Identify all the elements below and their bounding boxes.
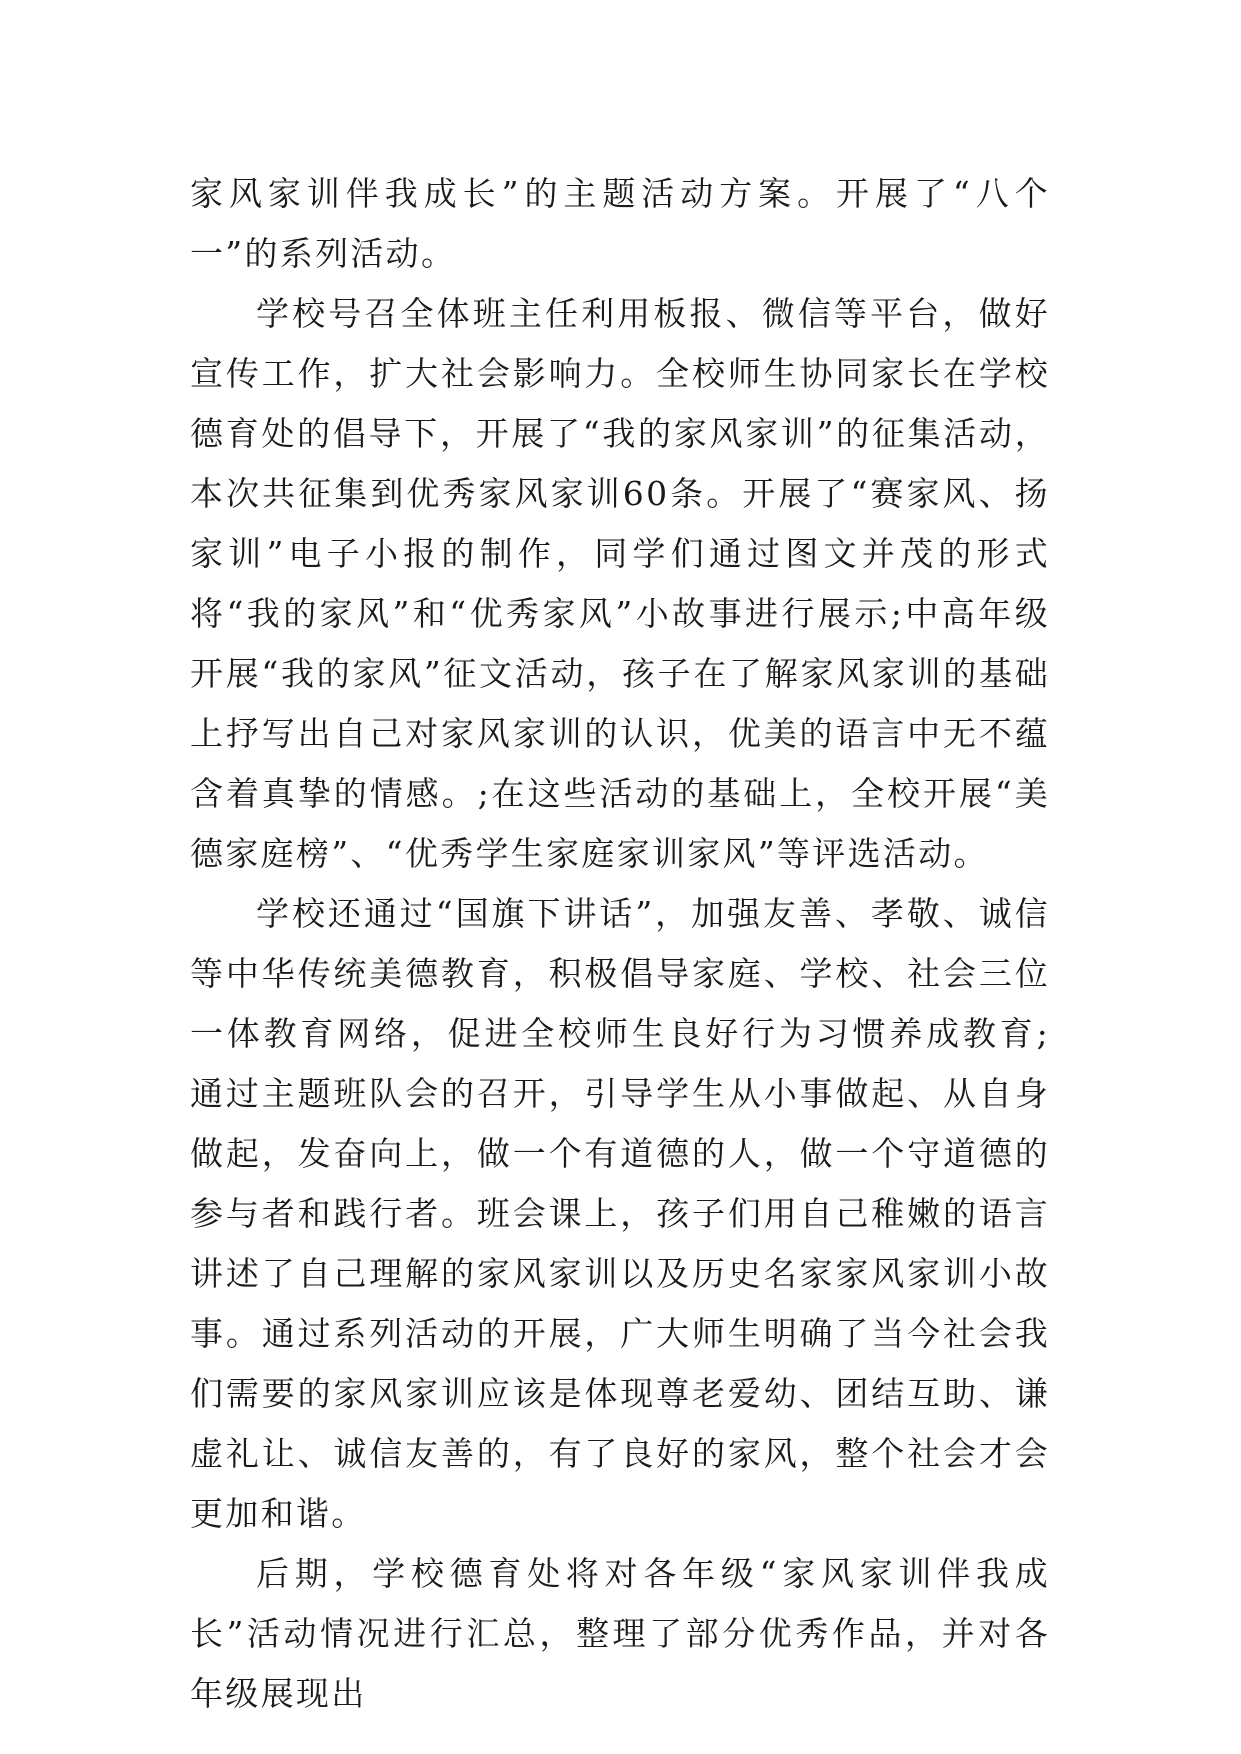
paragraph-3: 学校还通过“国旗下讲话”，加强友善、孝敬、诚信等中华传统美德教育，积极倡导家庭、学校、社会三位一体教育网络，促进全校师生良好行为习惯养成教育;通过主题班队会的召开，引导学生从小事做起、从自身做起，发奋向上，做一个有道德的人，做一个守道德的参与者和践行者。班会课上，孩子们用自己稚嫩的语言讲述了自己理解的家风家训以及历史名家家风家训小故事。通过系列活动的开展，广大师生明确了当今社会我们需要的家风家训应该是体现尊老爱幼、团结互助、谦虚礼让、诚信友善的，有了良好的家风，整个社会才会更加和谐。	[190, 894, 1050, 1533]
document-body	[190, 164, 1050, 1724]
paragraph-2: 学校号召全体班主任利用板报、微信等平台，做好宣传工作，扩大社会影响力。全校师生协同家长在学校德育处的倡导下，开展了“我的家风家训”的征集活动，本次共征集到优秀家风家训60条。开展了“赛家风、扬家训”电子小报的制作，同学们通过图文并茂的形式将“我的家风”和“优秀家风”小故事进行展示;中高年级开展“我的家风”征文活动，孩子在了解家风家训的基础上抒写出自己对家风家训的认识，优美的语言中无不蕴含着真挚的情感。;在这些活动的基础上，全校开展“美德家庭榜”、“优秀学生家庭家训家风”等评选活动。	[190, 294, 1050, 873]
paragraph-4: 后期，学校德育处将对各年级“家风家训伴我成长”活动情况进行汇总，整理了部分优秀作品，并对各年级展现出	[190, 1554, 1050, 1713]
paragraph-1: 家风家训伴我成长”的主题活动方案。开展了“八个一”的系列活动。	[190, 174, 1050, 273]
